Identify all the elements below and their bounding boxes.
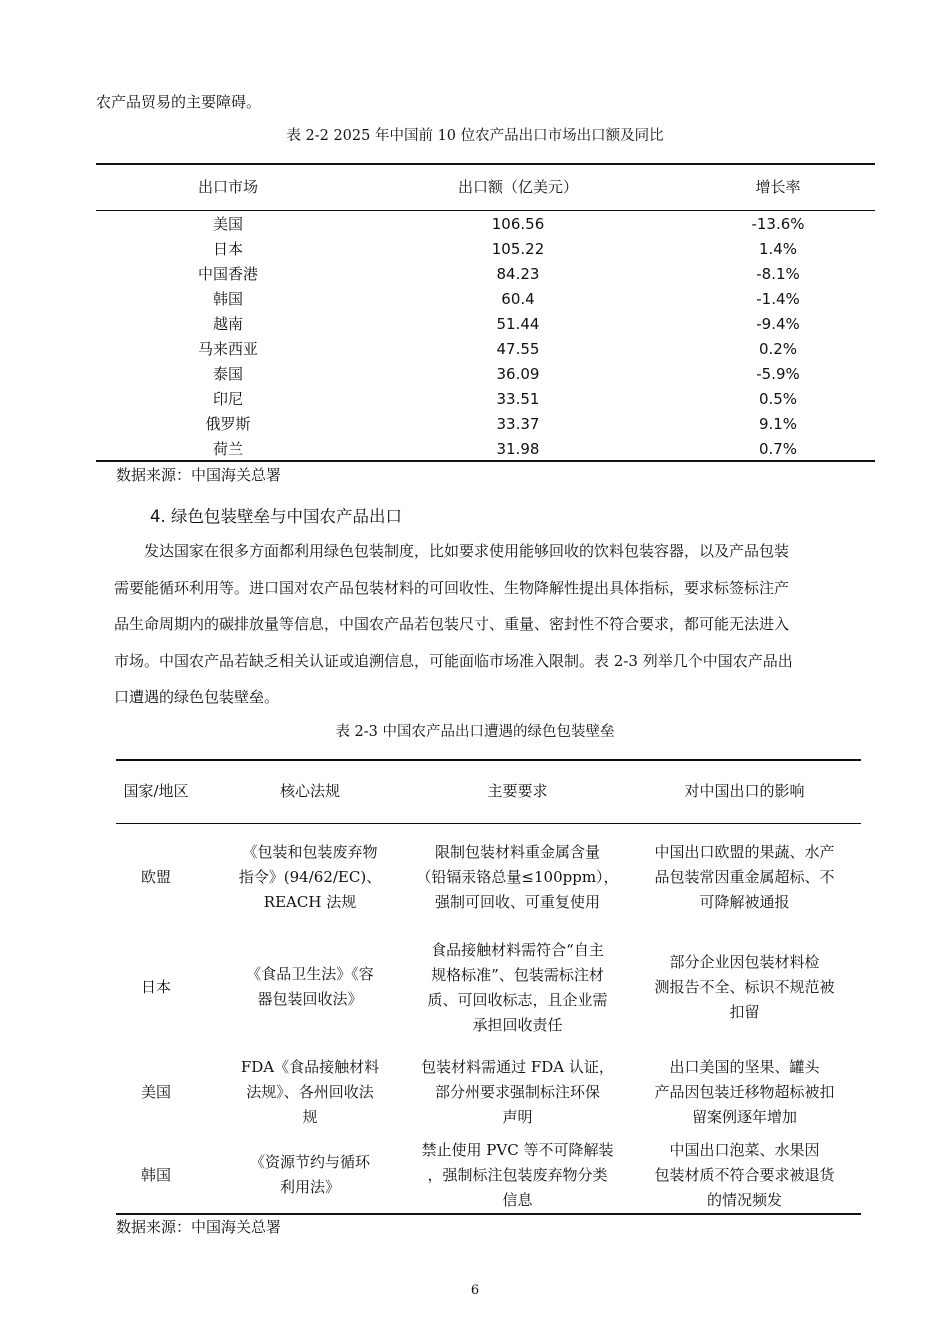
cell-impact: 中国出口欧盟的果蔬、水产 品包装常因重金属超标、不 可降解被通报: [654, 843, 835, 911]
cell-law: FDA《食品接触材料 法规》、各州回收法 规: [240, 1058, 380, 1126]
cell-market: 韩国: [212, 290, 243, 308]
cell-law: 《资源节约与循环 利用法》: [249, 1153, 370, 1196]
cell-market: 美国: [212, 215, 243, 233]
cell-market: 马来西亚: [197, 340, 258, 358]
table-row: [0, 337, 950, 362]
section-paragraph: [114, 533, 864, 716]
cell-amount: 106.56: [491, 215, 545, 233]
table-2-3-source: 数据来源：中国海关总署: [116, 1218, 282, 1236]
table-row: [0, 362, 950, 387]
cell-growth: 0.2%: [758, 340, 798, 358]
header-market: 出口市场: [197, 178, 258, 196]
table-bottom-rule: [96, 460, 875, 462]
table-2-2-caption: 表 2-2 2025 年中国前 10 位农产品出口市场出口额及同比: [286, 128, 664, 144]
cell-market: 日本: [212, 240, 243, 258]
cell-amount: 51.44: [496, 315, 540, 333]
table-2-2-source: 数据来源：中国海关总署: [116, 466, 282, 484]
cell-amount: 33.37: [496, 415, 540, 433]
intro-text: 农产品贸易的主要障碍。: [96, 93, 262, 111]
cell-country: 日本: [140, 978, 171, 996]
cell-market: 荷兰: [212, 440, 243, 458]
cell-market: 印尼: [212, 390, 243, 408]
cell-amount: 31.98: [496, 440, 540, 458]
cell-requirement: 禁止使用 PVC 等不可降解装 ，强制标注包装废弃物分类 信息: [421, 1141, 614, 1209]
table-row: [0, 262, 950, 287]
cell-growth: -9.4%: [756, 315, 800, 333]
table-row: [0, 387, 950, 412]
cell-amount: 36.09: [496, 365, 540, 383]
cell-impact: 部分企业因包装材料检 测报告不全、标识不规范被 扣留: [654, 953, 835, 1021]
table-2-3-caption: 表 2-3 中国农产品出口遭遇的绿色包装壁垒: [335, 724, 615, 740]
header-law: 核心法规: [279, 782, 340, 800]
header-requirement: 主要要求: [487, 782, 548, 800]
cell-amount: 47.55: [496, 340, 540, 358]
table-header-rule: [96, 210, 875, 211]
paragraph-line: 发达国家在很多方面都利用绿色包装制度，比如要求使用能够回收的饮料包装容器，以及产品包装: [114, 542, 790, 560]
table-row: [0, 312, 950, 337]
page-number: 6: [470, 1283, 480, 1298]
table-bottom-rule: [116, 1213, 861, 1215]
cell-growth: 9.1%: [758, 415, 798, 433]
cell-market: 泰国: [212, 365, 243, 383]
table-top-rule: [116, 759, 861, 761]
paragraph-line: 品生命周期内的碳排放量等信息，中国农产品若包装尺寸、重量、密封性不符合要求，都可能无法进入: [114, 615, 790, 633]
table-top-rule: [96, 163, 875, 165]
paragraph-line: 口遭遇的绿色包装壁垒。: [114, 688, 280, 706]
cell-amount: 60.4: [501, 290, 535, 308]
header-amount: 出口额（亿美元）: [457, 178, 578, 196]
header-growth: 增长率: [755, 178, 801, 196]
cell-growth: 0.5%: [758, 390, 798, 408]
cell-country: 美国: [140, 1083, 171, 1101]
table-row: [0, 287, 950, 312]
cell-country: 韩国: [140, 1166, 171, 1184]
cell-growth: -1.4%: [756, 290, 800, 308]
table-2-2-header: [0, 176, 950, 200]
cell-requirement: 限制包装材料重金属含量 （铅镉汞铬总量≤100ppm）， 强制可回收、可重复使用: [416, 843, 619, 911]
cell-amount: 105.22: [491, 240, 545, 258]
header-country: 国家/地区: [123, 782, 189, 800]
cell-law: 《食品卫生法》《容 器包装回收法》: [246, 965, 374, 1008]
cell-market: 俄罗斯: [205, 415, 251, 433]
table-row: [0, 437, 950, 462]
paragraph-line: 市场。中国农产品若缺乏相关认证或追溯信息，可能面临市场准入限制。表 2-3 列举几个中国农产品出: [114, 651, 793, 670]
cell-market: 中国香港: [197, 265, 258, 283]
cell-growth: -5.9%: [756, 365, 800, 383]
cell-law: 《包装和包装废弃物 指令》(94/62/EC)、 REACH 法规: [238, 843, 382, 911]
cell-impact: 出口美国的坚果、罐头 产品因包装迁移物超标被扣 留案例逐年增加: [654, 1058, 835, 1126]
cell-requirement: 食品接触材料需符合“自主 规格标准”、包装需标注材 质、可回收标志，且企业需 承担回收责任: [427, 941, 608, 1034]
cell-market: 越南: [212, 315, 243, 333]
cell-growth: 1.4%: [758, 240, 798, 258]
paragraph-line: 需要能循环利用等。进口国对农产品包装材料的可回收性、生物降解性提出具体指标，要求标签标注产: [114, 578, 790, 597]
table-row: [0, 412, 950, 437]
cell-growth: -13.6%: [751, 215, 805, 233]
cell-country: 欧盟: [140, 868, 171, 886]
cell-amount: 33.51: [496, 390, 540, 408]
table-row: [0, 237, 950, 262]
table-row: [0, 212, 950, 237]
header-impact: 对中国出口的影响: [684, 782, 805, 800]
cell-requirement: 包装材料需通过 FDA 认证， 部分州要求强制标注环保 声明: [421, 1058, 614, 1126]
cell-growth: -8.1%: [756, 265, 800, 283]
table-header-rule: [116, 823, 861, 824]
cell-impact: 中国出口泡菜、水果因 包装材质不符合要求被退货 的情况频发: [654, 1141, 835, 1209]
section-heading: 4. 绿色包装壁垒与中国农产品出口: [150, 507, 402, 526]
cell-growth: 0.7%: [758, 440, 798, 458]
cell-amount: 84.23: [496, 265, 540, 283]
